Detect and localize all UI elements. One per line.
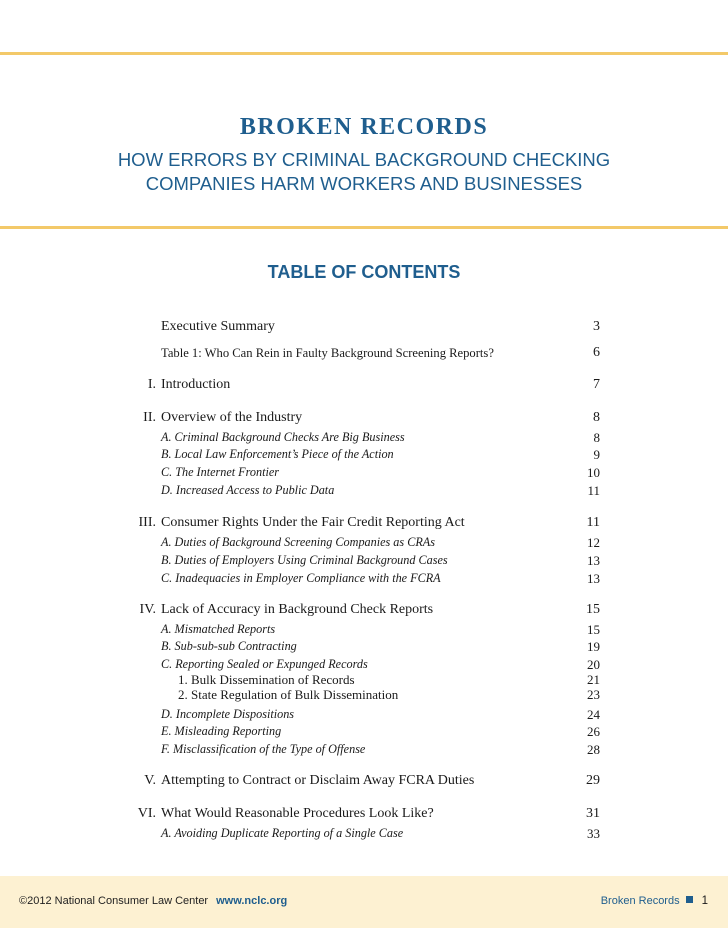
toc-entry-page: 6 [593,345,600,360]
toc-subentry[interactable] [0,482,728,500]
toc-subentry[interactable] [0,570,728,588]
toc-entry-page: 13 [587,553,600,568]
copyright-notice: ©2012 National Consumer Law Center [19,895,209,907]
toc-entry[interactable] [0,773,728,791]
toc-subentry[interactable] [0,706,728,724]
toc-entry-title: Attempting to Contract or Disclaim Away FCRA Duties [161,773,475,788]
toc-entry-title: D. Increased Access to Public Data [161,483,335,497]
toc-entry-page: 26 [587,724,600,739]
toc-entry-title: B. Local Law Enforcement’s Piece of the Action [161,447,394,461]
website-link[interactable]: www.nclc.org [216,895,288,907]
page-number: 1 [701,895,708,907]
toc-entry-page: 7 [593,377,600,392]
toc-entry-title: Executive Summary [161,319,275,334]
toc-entry-page: 12 [587,535,600,550]
toc-entry-number: IV. [139,602,156,617]
report-subtitle [0,148,728,196]
toc-entry-title: Introduction [161,377,231,392]
top-rule [0,52,728,55]
toc-entry-title: A. Avoiding Duplicate Reporting of a Single Case [161,826,404,840]
footer-credits [19,895,287,907]
page-footer [0,876,728,928]
toc-subsubentry[interactable] [0,686,728,704]
toc-entry-title: B. Sub-sub-sub Contracting [161,639,297,653]
toc-entry[interactable] [0,410,728,428]
toc-entry-title: A. Mismatched Reports [161,622,276,636]
footer-running-head [601,895,708,907]
toc-entry-title: What Would Reasonable Procedures Look Like? [161,806,434,821]
toc-entry-page: 8 [593,430,600,445]
toc-entry-page: 28 [587,742,600,757]
toc-entry-title: A. Duties of Background Screening Companies as CRAs [161,535,435,549]
toc-entry-title: E. Misleading Reporting [161,724,282,738]
toc-entry-page: 10 [587,465,600,480]
toc-entry-page: 11 [587,483,600,498]
toc-entry[interactable] [0,515,728,533]
toc-entry-page: 20 [587,657,600,672]
toc-entry[interactable] [0,377,728,395]
toc-entry-page: 3 [593,319,600,334]
toc-entry-title: 1. Bulk Dissemination of Records [178,672,355,687]
toc-entry-page: 15 [586,602,600,617]
toc-entry-page: 31 [586,806,600,821]
toc-subentry[interactable] [0,825,728,843]
toc-subentry[interactable] [0,741,728,759]
running-title: Broken Records [600,895,680,907]
toc-entry-page: 13 [587,571,600,586]
toc-subentry[interactable] [0,534,728,552]
section-rule [0,226,728,229]
toc-entry-title: Overview of the Industry [161,410,303,425]
toc-entry-number: I. [147,377,156,392]
toc-subentry[interactable] [0,638,728,656]
toc-entry-title: D. Incomplete Dispositions [161,707,295,721]
toc-heading: TABLE OF CONTENTS [267,262,461,282]
toc-subentry[interactable] [0,723,728,741]
toc-entry-page: 33 [587,826,600,841]
toc-entry-number: II. [143,410,156,425]
subtitle-line-2: COMPANIES HARM WORKERS AND BUSINESSES [145,173,583,194]
toc-subentry[interactable] [0,446,728,464]
toc-subentry[interactable] [0,621,728,639]
toc-entry-page: 9 [593,447,600,462]
toc-entry-page: 21 [587,672,600,687]
toc-entry-title: C. The Internet Frontier [161,465,280,479]
toc-entry-page: 11 [586,515,600,530]
toc-entry[interactable] [0,319,728,337]
toc-entry-title: Consumer Rights Under the Fair Credit Reporting Act [161,515,465,530]
toc-entry-page: 19 [587,639,600,654]
toc-entry-title: Table 1: Who Can Rein in Faulty Background Screening Reports? [161,346,494,360]
toc-entry-number: III. [138,515,156,530]
toc-entry-page: 15 [587,622,600,637]
toc-entry-page: 29 [586,773,600,788]
subtitle-line-1: HOW ERRORS BY CRIMINAL BACKGROUND CHECKING [117,149,611,170]
toc-entry[interactable] [0,602,728,620]
toc-entry-title: C. Reporting Sealed or Expunged Records [161,657,368,671]
toc-entry-title: A. Criminal Background Checks Are Big Business [161,430,405,444]
toc-entry-number: V. [144,773,156,788]
toc-entry-number: VI. [137,806,156,821]
toc-entry[interactable] [0,345,728,363]
toc-subentry[interactable] [0,429,728,447]
square-bullet-icon [686,896,693,903]
toc-entry-title: C. Inadequacies in Employer Compliance with the FCRA [161,571,441,585]
toc-subentry[interactable] [0,552,728,570]
toc-entry-page: 24 [587,707,600,722]
toc-entry-title: B. Duties of Employers Using Criminal Background Cases [161,553,448,567]
toc-entry-title: F. Misclassification of the Type of Offense [161,742,366,756]
toc-entry-title: 2. State Regulation of Bulk Dissemination [178,687,399,702]
toc-subentry[interactable] [0,464,728,482]
toc-entry-page: 8 [593,410,600,425]
toc-entry-page: 23 [587,687,600,702]
toc-entry[interactable] [0,806,728,824]
toc-entry-title: Lack of Accuracy in Background Check Reports [161,602,434,617]
report-title: BROKEN RECORDS [239,114,489,140]
